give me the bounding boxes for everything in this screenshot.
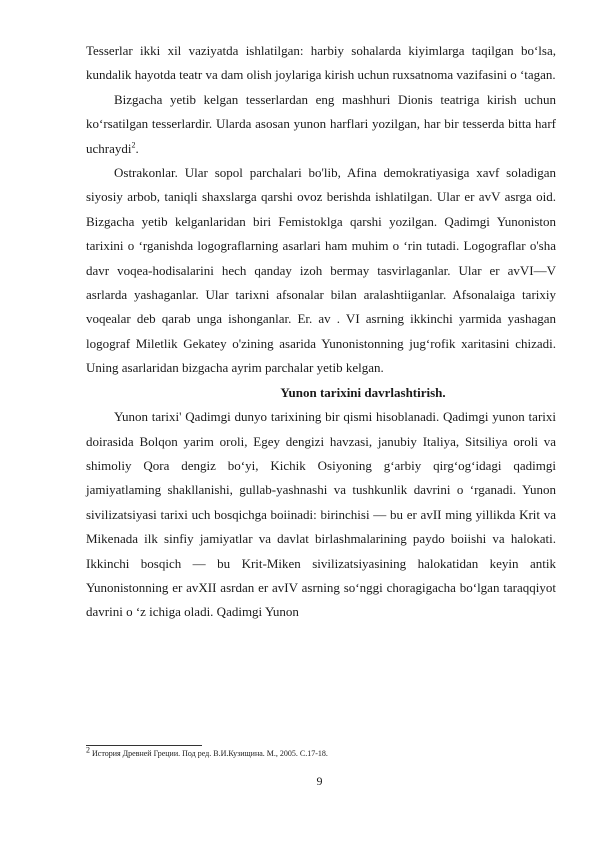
paragraph-tesserlar-usage: Tesserlar ikki xil vaziyatda ishlatilgan: harbiy sohalarda kiyimlarga taqilgan bo‘lsa, kundalik hayotda teatr va dam olish joylariga kirish uchun ruxsatnoma vazifasini o ‘tagan. (86, 43, 556, 83)
page-number-container (0, 774, 595, 789)
footnote-number: 2 (86, 745, 90, 755)
footnote-reference[interactable]: 2 (131, 140, 136, 150)
paragraph-ostrakonlar: Ostrakonlar. Ular sopol parchalari bo'lib, Afina demokratiyasiga xavf soladigan siyosiy arbob, taniqli shaxslarga qarshi ovoz berishda ishlatilgan. Ular er avV asrga oid. Bizgacha yetib kelganlaridan biri Femistoklga qarshi yozilgan. Qadimgi Yunoniston tarixini o ‘rganishda logograflarning asarlari ham muhim o ‘rin tutadi. Logograflar o'sha davr voqea-hodisalarini hech qanday izoh bermay tasvirlaganlar. Ular er avVI—V asrlarda yashaganlar. Ular tarixni afsonalar bilan aralashtiiganlar. Afsonalaiga tarixiy voqealar deb qarab unga ishonganlar. Er. av . VI asrning ikkinchi yarmida yashagan logograf Miletlik Gekatey o'zining asarida Yunonistonning jug‘rofik xaritasini chizadi. Uning asarlaridan bizgacha ayrim parchalar yetib kelgan. (86, 165, 556, 376)
page-number: 9 (316, 774, 323, 788)
paragraph-dionis-tesser-end: . (135, 140, 139, 156)
paragraph-dionis-tesser (86, 88, 556, 161)
footnote-divider (86, 745, 202, 746)
paragraph-dionis-tesser-text: Bizgacha yetib kelgan tesserlardan eng mashhuri Dionis teatriga kirish uchun ko‘rsatilgan tesserlardir. Ularda asosan yunon harflari yozilgan, har bir tesserda bitta harf uchraydi (86, 91, 556, 156)
footnote-text: История Древней Греции. Под ред. В.И.Кузищина. М., 2005. С.17-18. (92, 749, 328, 758)
footnote (86, 745, 556, 759)
section-heading: Yunon tarixini davrlashtirish. (280, 384, 446, 400)
paragraph-yunon-tarixi: Yunon tarixi' Qadimgi dunyo tarixining bir qismi hisoblanadi. Qadimgi yunon tarixi doirasida Bolqon yarim oroli, Egey dengizi havzasi, janubiy Italiya, Sitsiliya oroli va shimoliy Qora dengiz bo‘yi, Kichik Osiyoning g‘arbiy qirg‘og‘idagi qadimgi jamiyatlaming shakllanishi, gullab-yashnashi va tushkunlik davrini o ‘rganadi. Yunon sivilizatsiyasi tarixi uch bosqichga boiinadi: birinchisi — bu er avII ming yillikda Krit va Mikenada ilk sinfiy jamiyatlar va davlat birlashmalarining paydo boiishi va halokati. Ikkinchi bosqich — bu Krit-Miken sivilizatsiyasining halokatidan keyin antik Yunonistonning er avXII asrdan er avIV asrning so‘nggi choragigacha bo‘lgan taraqqiyot davrini o ‘z ichiga oladi. Qadimgi Yunon (86, 409, 556, 620)
page-body (86, 39, 556, 625)
